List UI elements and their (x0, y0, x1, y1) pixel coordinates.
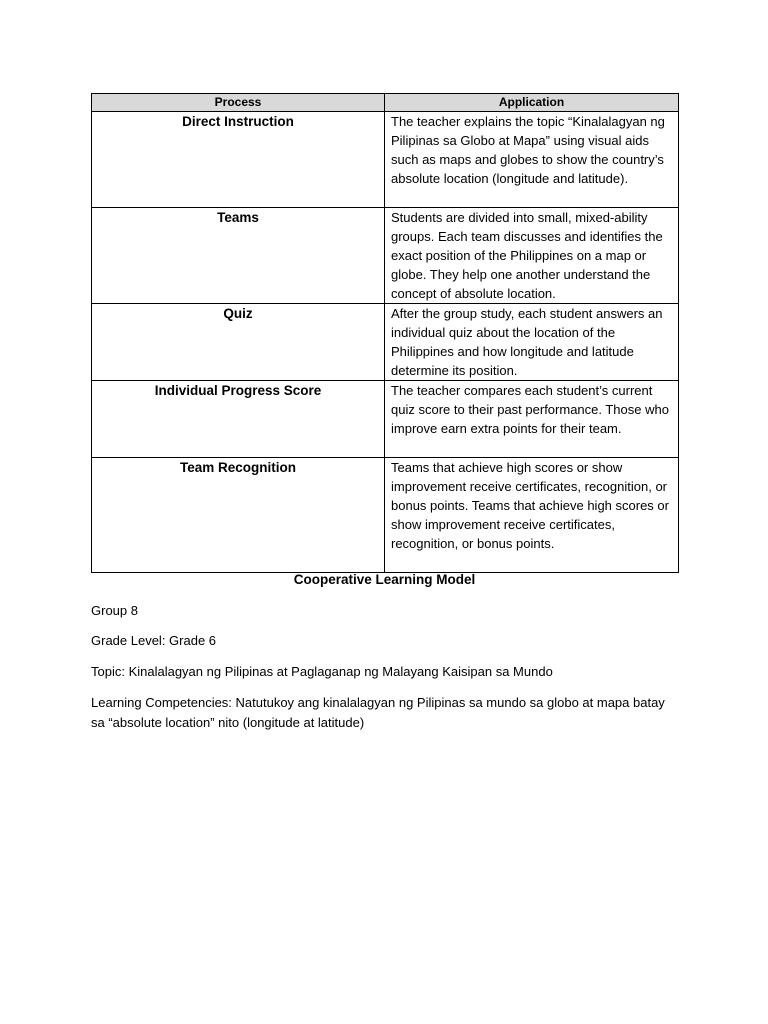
table-row (92, 381, 679, 458)
grade-level-label: Grade Level: Grade 6 (91, 633, 217, 648)
topic-label: Topic: Kinalalagyan ng Pilipinas at Paglaganap ng Malayang Kaisipan sa Mundo (91, 664, 553, 679)
table-header-row (92, 94, 679, 112)
learning-competencies-label: Learning Competencies: Natutukoy ang kinalalagyan ng Pilipinas sa mundo sa globo at mapa batay sa “absolute location” nito (longitude at latitude) (91, 695, 665, 730)
application-cell: After the group study, each student answers an individual quiz about the location of the Philippines and how longitude and latitude determine its position. (385, 304, 679, 381)
process-cell: Team Recognition (92, 458, 385, 573)
application-cell: The teacher compares each student’s current quiz score to their past performance. Those who improve earn extra points for their team. (385, 381, 679, 458)
group-label: Group 8 (91, 603, 138, 618)
process-application-table (91, 93, 679, 573)
process-cell: Individual Progress Score (92, 381, 385, 458)
process-cell: Teams (92, 208, 385, 304)
process-cell: Quiz (92, 304, 385, 381)
application-column-header: Application (385, 94, 679, 112)
table-row (92, 208, 679, 304)
table-row (92, 458, 679, 573)
application-cell: Teams that achieve high scores or show improvement receive certificates, recognition, or bonus points. Teams that achieve high scores or show improvement receive certificates, recognition, or bonus points. (385, 458, 679, 573)
document-title: Cooperative Learning Model (293, 572, 476, 587)
table-row (92, 112, 679, 208)
table-row (92, 304, 679, 381)
application-cell: The teacher explains the topic “Kinalalagyan ng Pilipinas sa Globo at Mapa” using visual aids such as maps and globes to show the country’s absolute location (longitude and latitude). (385, 112, 679, 208)
process-cell: Direct Instruction (92, 112, 385, 208)
process-column-header: Process (92, 94, 385, 112)
application-cell: Students are divided into small, mixed-ability groups. Each team discusses and identifies the exact position of the Philippines on a map or globe. They help one another understand the concept of absolute location. (385, 208, 679, 304)
